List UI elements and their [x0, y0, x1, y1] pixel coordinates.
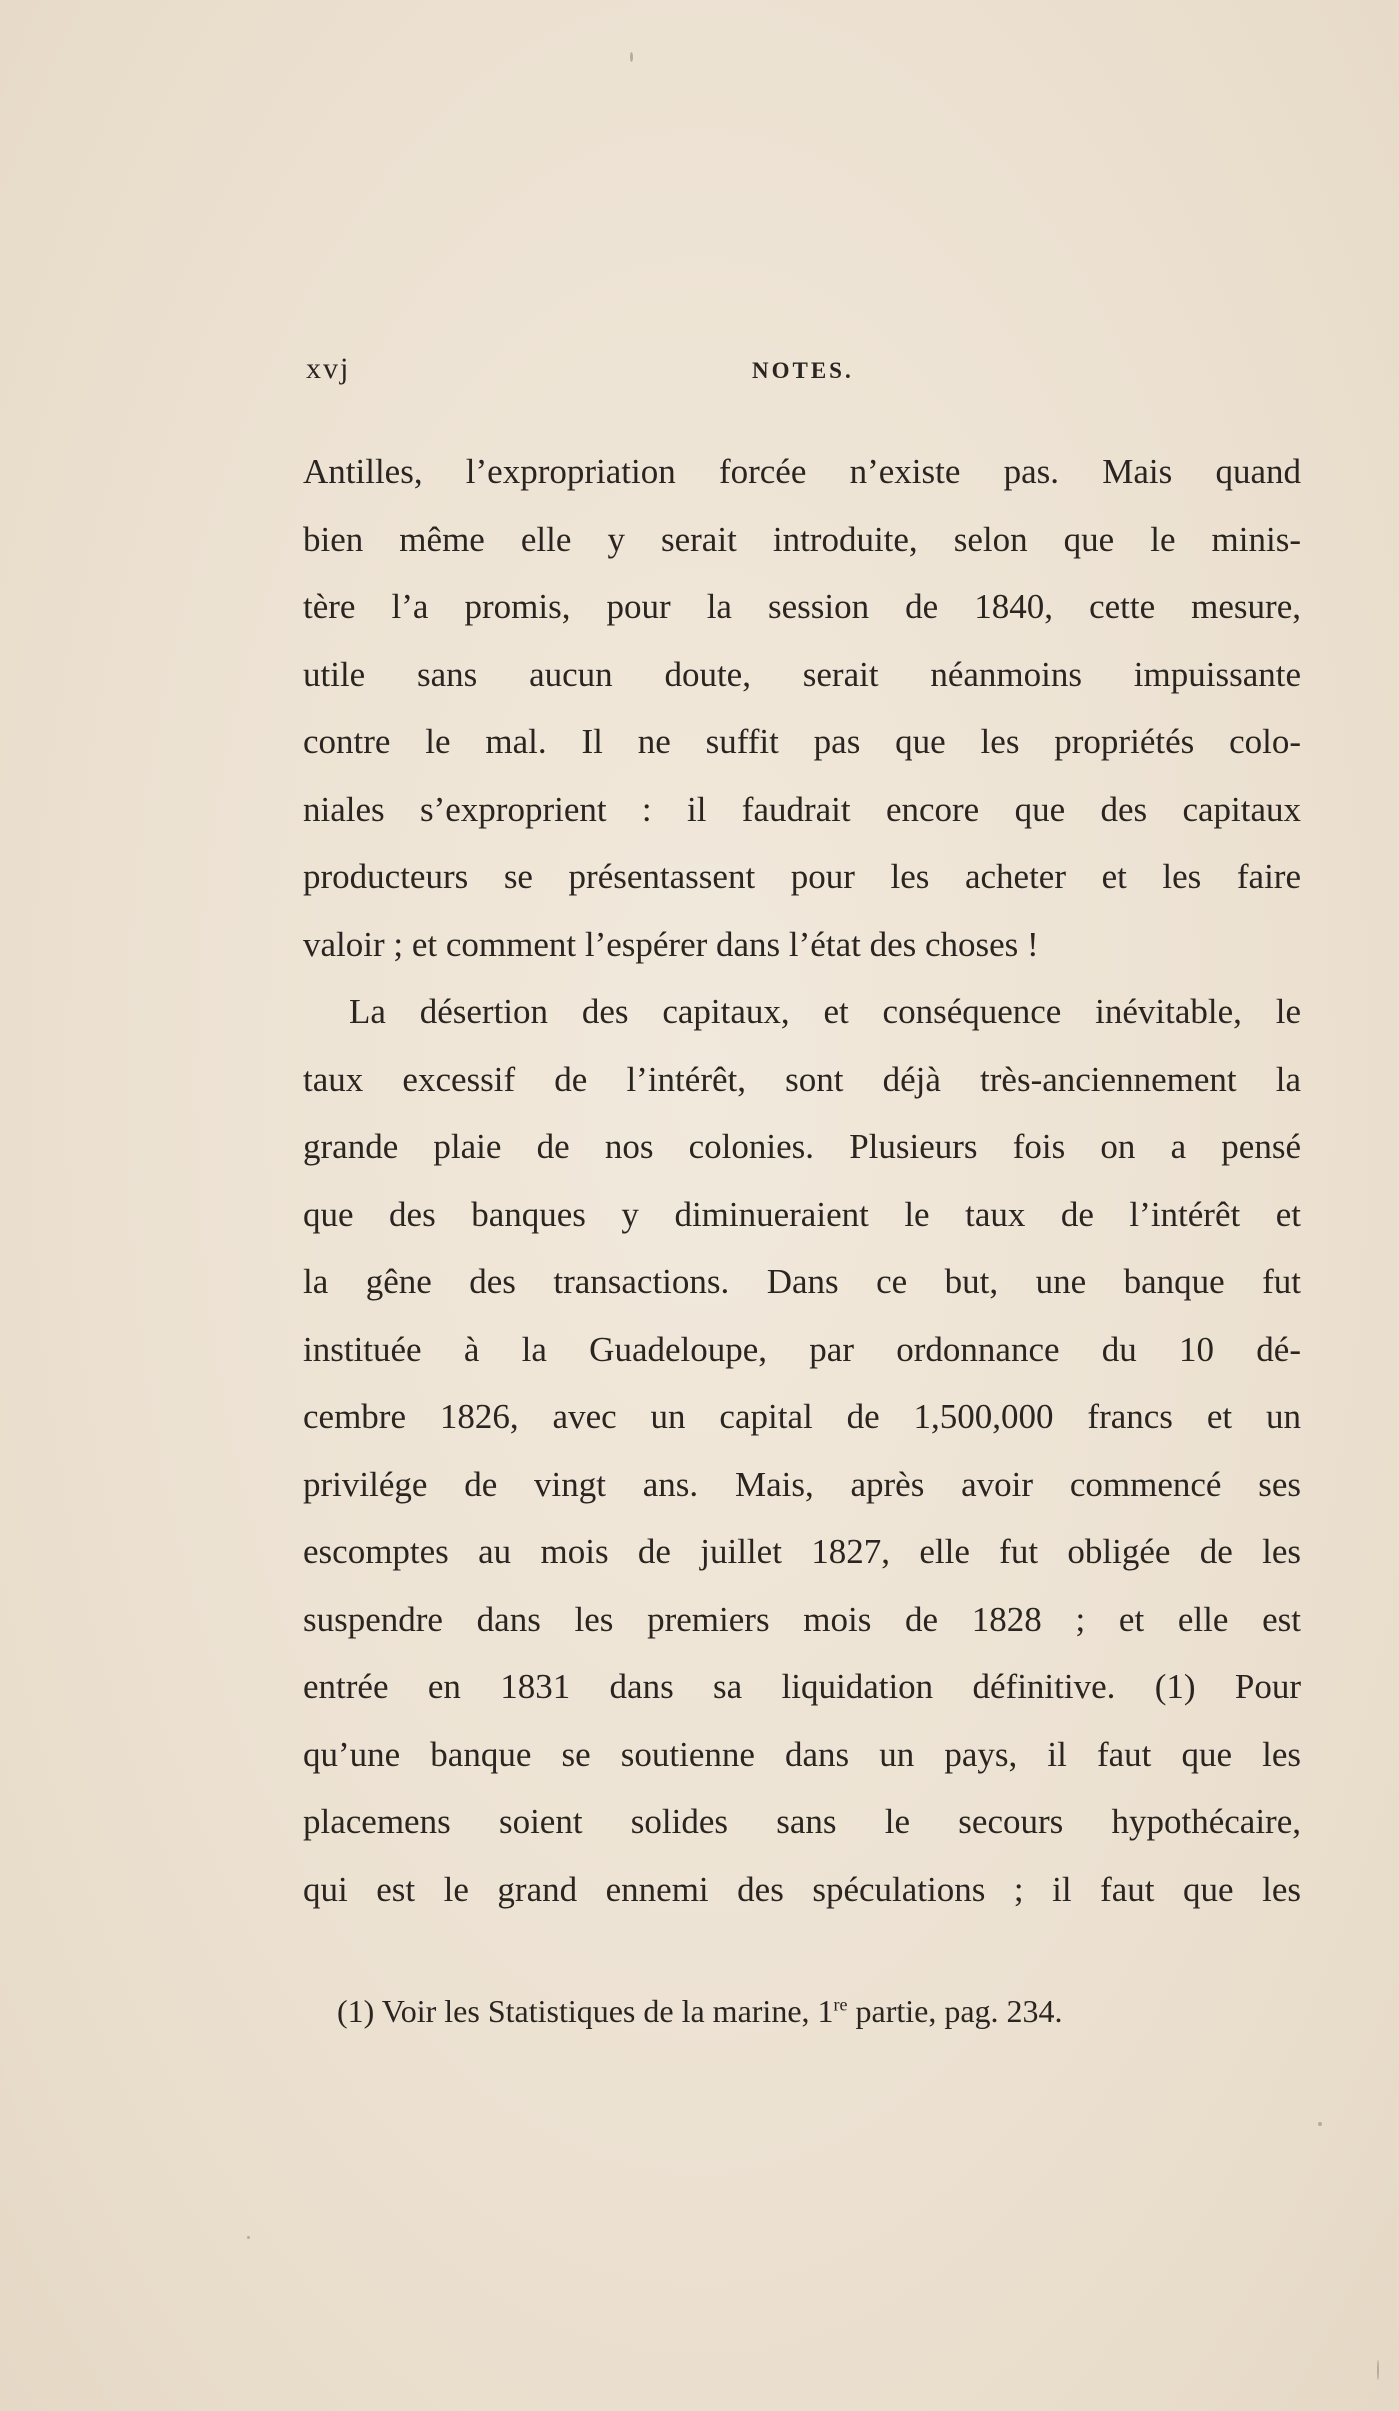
text-line: contre le mal. Il ne suffit pas que les propriétés colo-: [303, 722, 1301, 761]
text-line: entrée en 1831 dans sa liquidation définitive. (1) Pour: [303, 1667, 1301, 1706]
body-text: [303, 438, 1301, 1923]
text-line: privilége de vingt ans. Mais, après avoir commencé ses: [303, 1464, 1301, 1504]
footnote-superscript: re: [833, 1994, 848, 2015]
text-line: niales s’exproprient : il faudrait encore que des capitaux: [303, 789, 1301, 829]
page-number: xvj: [306, 352, 351, 385]
running-head: NOTES.: [752, 358, 854, 383]
text-line: qui est le grand ennemi des spéculations ; il faut que les: [303, 1869, 1301, 1909]
text-line: valoir ; et comment l’espérer dans l’état des choses !: [303, 924, 1039, 964]
text-line: producteurs se présentassent pour les acheter et les faire: [303, 857, 1301, 896]
footnote-text-end: partie, pag. 234.: [847, 1993, 1063, 2029]
paper-speck: [630, 52, 633, 62]
text-line: grande plaie de nos colonies. Plusieurs fois on a pensé: [303, 1127, 1301, 1166]
text-line: taux excessif de l’intérêt, sont déjà très-anciennement la: [303, 1059, 1301, 1099]
text-line: la gêne des transactions. Dans ce but, une banque fut: [303, 1262, 1301, 1301]
text-line: suspendre dans les premiers mois de 1828 ; et elle est: [303, 1599, 1301, 1639]
text-line: Antilles, l’expropriation forcée n’existe pas. Mais quand: [303, 452, 1301, 491]
text-line: qu’une banque se soutienne dans un pays, il faut que les: [303, 1734, 1301, 1774]
text-line: tère l’a promis, pour la session de 1840, cette mesure,: [303, 587, 1301, 626]
paper-speck: [1377, 2360, 1379, 2380]
text-line: placemens soient solides sans le secours hypothécaire,: [303, 1802, 1301, 1841]
text-line: bien même elle y serait introduite, selon que le minis-: [303, 519, 1301, 559]
text-line: que des banques y diminueraient le taux de l’intérêt et: [303, 1194, 1301, 1234]
text-line: utile sans aucun doute, serait néanmoins impuissante: [303, 654, 1301, 694]
paper-speck: [1318, 2122, 1322, 2126]
footnote-text: (1) Voir les Statistiques de la marine, 1: [337, 1993, 834, 2029]
page-header: [306, 352, 1301, 392]
text-line: La désertion des capitaux, et conséquence inévitable, le: [349, 992, 1301, 1031]
text-line: instituée à la Guadeloupe, par ordonnance du 10 dé-: [303, 1329, 1301, 1369]
text-line: escomptes au mois de juillet 1827, elle fut obligée de les: [303, 1532, 1301, 1571]
text-line: cembre 1826, avec un capital de 1,500,000 francs et un: [303, 1397, 1301, 1436]
footnote: [337, 1993, 1307, 2030]
paper-speck: [247, 2236, 250, 2239]
